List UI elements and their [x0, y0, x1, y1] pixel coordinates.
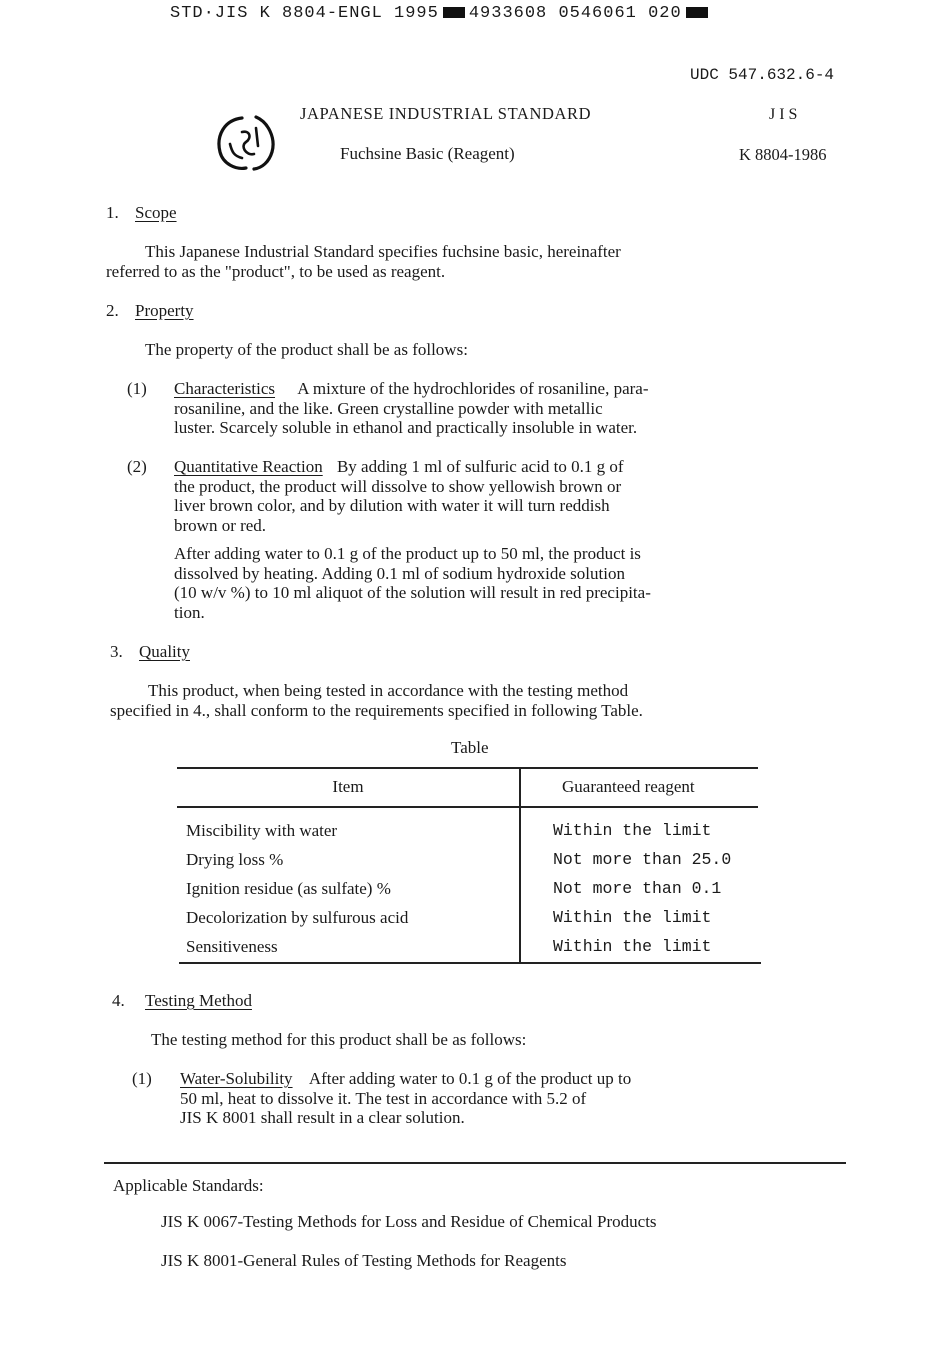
scope-paragraph — [106, 242, 621, 281]
testing-item-1-title: Water-Solubility — [180, 1069, 293, 1088]
stamp-bar-1 — [443, 7, 465, 18]
section-number: 3. — [110, 642, 123, 661]
quality-line-2: specified in 4., shall conform to the requirements specified in following Table. — [110, 700, 643, 720]
table-row: Decolorization by sulfurous acid — [186, 908, 409, 927]
udc-number: UDC 547.632.6-4 — [690, 66, 835, 84]
applicable-item-1: JIS K 0067-Testing Methods for Loss and Residue of Chemical Products — [161, 1212, 657, 1231]
property-item-1-line-2: rosaniline, and the like. Green crystalline powder with metallic — [174, 398, 603, 418]
header-stamp — [170, 4, 712, 23]
property-intro: The property of the product shall be as follows: — [145, 340, 468, 359]
property-item-1-line-3: luster. Scarcely soluble in ethanol and practically insoluble in water. — [174, 418, 638, 437]
section-scope-heading — [106, 203, 177, 223]
property-item-2-number: (2) — [127, 457, 147, 476]
property-item-1-title: Characteristics — [174, 379, 276, 398]
property-item-1 — [174, 379, 649, 438]
jis-logo — [212, 112, 280, 174]
table-cell: Within the limit — [553, 937, 712, 956]
header-stamp-part2: 4933608 0546061 020 — [468, 4, 682, 23]
quality-line-1: This product, when being tested in accordance with the testing method — [148, 681, 629, 700]
testing-item-1 — [180, 1069, 631, 1128]
applicable-item-2: JIS K 8001-General Rules of Testing Methods for Reagents — [161, 1251, 567, 1270]
section-testing-heading — [112, 991, 252, 1011]
testing-item-1-line-3: JIS K 8001 shall result in a clear solution. — [180, 1108, 465, 1127]
scope-line-2: referred to as the "product", to be used as reagent. — [106, 261, 446, 281]
table-top-rule — [177, 767, 758, 769]
section-property-heading — [106, 301, 194, 321]
stamp-bar-2 — [686, 7, 708, 18]
table-value-column — [553, 816, 731, 961]
applicable-heading: Applicable Standards: — [113, 1176, 264, 1195]
table-header-guaranteed: Guaranteed reagent — [562, 777, 695, 796]
property-item-2-first-line: By adding 1 ml of sulfuric acid to 0.1 g of — [336, 457, 624, 476]
section-title: Property — [135, 301, 194, 320]
property-item-2 — [174, 457, 624, 535]
standard-code-label: J I S — [769, 106, 798, 123]
property-item-2-para2-line-1: After adding water to 0.1 g of the product up to 50 ml, the product is — [174, 544, 641, 563]
table-row: Sensitiveness — [186, 937, 278, 956]
table-cell: Not more than 25.0 — [553, 850, 732, 869]
table-header-guaranteed-wrap — [521, 777, 785, 797]
section-title: Quality — [139, 642, 190, 661]
section-title: Testing Method — [145, 991, 252, 1010]
table-caption: Table — [451, 738, 489, 757]
table-bottom-rule — [179, 962, 761, 964]
jis-logo-icon — [212, 112, 280, 174]
testing-item-1-number: (1) — [132, 1069, 152, 1088]
section-quality-heading — [110, 642, 190, 662]
table-cell: Not more than 0.1 — [553, 879, 722, 898]
table-cell: Within the limit — [553, 821, 712, 840]
standard-title: Fuchsine Basic (Reagent) — [340, 144, 515, 163]
section-number: 2. — [106, 301, 119, 320]
property-item-2-title: Quantitative Reaction — [174, 457, 323, 476]
property-item-2-para2-line-2: dissolved by heating. Adding 0.1 ml of sodium hydroxide solution — [174, 563, 625, 583]
table-row: Miscibility with water — [186, 821, 338, 840]
property-item-2-paragraph-2 — [174, 544, 651, 622]
property-item-2-line-2: the product, the product will dissolve to show yellowish brown or — [174, 476, 622, 496]
quality-paragraph — [110, 681, 643, 720]
scope-line-1: This Japanese Industrial Standard specifies fuchsine basic, hereinafter — [145, 242, 621, 261]
testing-intro: The testing method for this product shall be as follows: — [151, 1030, 527, 1049]
table-header-item: Item — [332, 777, 364, 796]
property-item-2-line-3: liver brown color, and by dilution with water it will turn reddish — [174, 496, 610, 515]
property-item-1-number: (1) — [127, 379, 147, 398]
table-item-column — [186, 816, 408, 961]
testing-item-1-first-line: After adding water to 0.1 g of the product up to — [308, 1069, 632, 1088]
section-number: 4. — [112, 991, 125, 1010]
table-row: Ignition residue (as sulfate) % — [186, 879, 391, 898]
table-cell: Within the limit — [553, 908, 712, 927]
testing-item-1-line-2: 50 ml, heat to dissolve it. The test in accordance with 5.2 of — [180, 1088, 587, 1108]
table-row: Drying loss % — [186, 850, 284, 869]
table-header-rule — [177, 806, 758, 808]
standard-code: K 8804-1986 — [739, 145, 827, 164]
property-item-2-line-4: brown or red. — [174, 515, 267, 535]
standard-org: JAPANESE INDUSTRIAL STANDARD — [300, 104, 592, 123]
property-item-2-para2-line-4: tion. — [174, 602, 205, 622]
section-number: 1. — [106, 203, 119, 222]
header-stamp-part1: STD·JIS K 8804-ENGL 1995 — [170, 4, 439, 23]
section-title: Scope — [135, 203, 177, 222]
footer-rule — [104, 1162, 846, 1164]
property-item-2-para2-line-3: (10 w/v %) to 10 ml aliquot of the solution will result in red precipita- — [174, 583, 651, 602]
property-item-1-first-line: A mixture of the hydrochlorides of rosaniline, para- — [297, 379, 649, 398]
